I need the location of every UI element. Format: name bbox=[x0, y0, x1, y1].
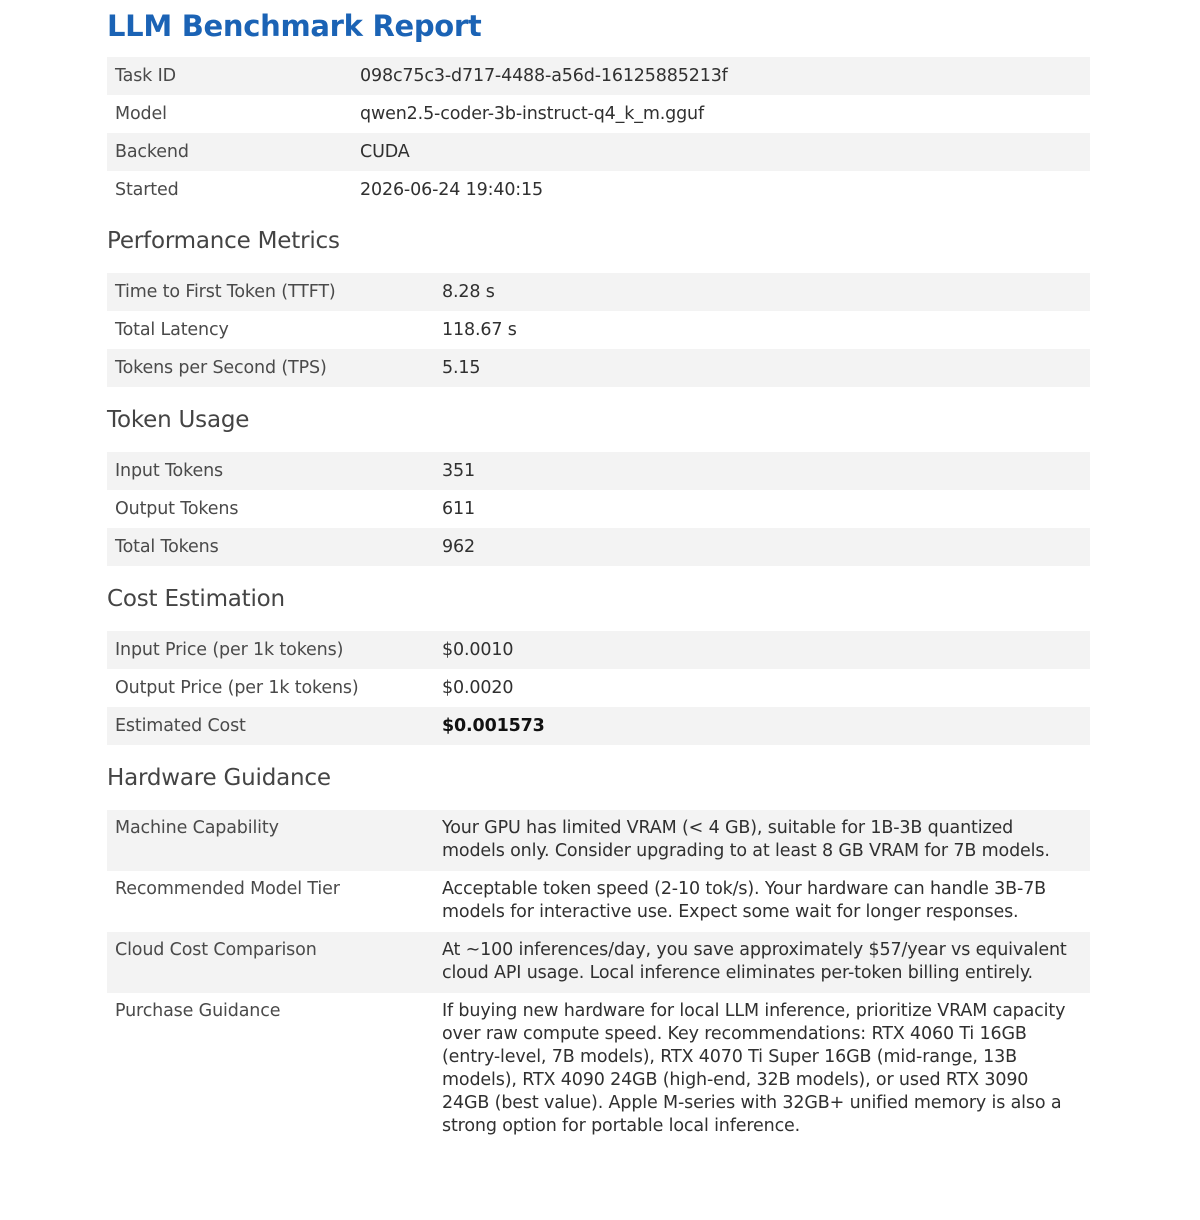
table-row bbox=[107, 669, 1090, 707]
guidance-key: Purchase Guidance bbox=[115, 1001, 281, 1021]
metric-key: Output Price (per 1k tokens) bbox=[115, 677, 359, 698]
metric-value: 118.67 s bbox=[442, 319, 517, 340]
meta-table bbox=[107, 57, 1090, 209]
metric-key: Total Tokens bbox=[107, 528, 434, 566]
meta-key: Backend bbox=[107, 133, 352, 171]
section-title-token-usage: Token Usage bbox=[107, 407, 250, 433]
table-row bbox=[107, 452, 1090, 490]
metric-value: 351 bbox=[434, 452, 1090, 490]
hardware-guidance-table bbox=[107, 810, 1090, 1146]
meta-row-backend bbox=[107, 133, 1090, 171]
meta-value: 098c75c3-d717-4488-a56d-16125885213f bbox=[352, 57, 1090, 95]
metric-key: Tokens per Second (TPS) bbox=[107, 349, 434, 387]
metric-key: Estimated Cost bbox=[107, 707, 434, 745]
meta-key: Started bbox=[115, 179, 179, 200]
report-title: LLM Benchmark Report bbox=[107, 9, 482, 43]
performance-table bbox=[107, 273, 1090, 387]
table-row bbox=[107, 490, 1090, 528]
meta-row-task-id bbox=[107, 57, 1090, 95]
section-title-hardware: Hardware Guidance bbox=[107, 765, 331, 791]
metric-value: $0.0020 bbox=[442, 677, 514, 698]
guidance-key: Machine Capability bbox=[107, 810, 434, 871]
table-row bbox=[107, 311, 1090, 349]
meta-row-model bbox=[107, 95, 1090, 133]
meta-row-started bbox=[107, 171, 1090, 209]
meta-value: 2026-06-24 19:40:15 bbox=[360, 179, 544, 200]
report-page bbox=[107, 0, 1090, 1146]
guidance-value: Your GPU has limited VRAM (< 4 GB), suitable for 1B-3B quantized models only. Consider upgrading to at least 8 GB VRAM for 7B models. bbox=[434, 810, 1090, 871]
meta-key: Task ID bbox=[107, 57, 352, 95]
guidance-key: Cloud Cost Comparison bbox=[107, 932, 434, 993]
cost-table bbox=[107, 631, 1090, 745]
estimated-cost-value: $0.001573 bbox=[434, 707, 1090, 745]
section-title-performance: Performance Metrics bbox=[107, 228, 340, 254]
meta-value: qwen2.5-coder-3b-instruct-q4_k_m.gguf bbox=[360, 103, 704, 124]
guidance-value: Acceptable token speed (2-10 tok/s). Your hardware can handle 3B-7B models for interactive use. Expect some wait for longer responses. bbox=[442, 879, 1047, 922]
table-row bbox=[107, 631, 1090, 669]
table-row bbox=[107, 707, 1090, 745]
metric-key: Output Tokens bbox=[115, 498, 239, 519]
metric-value: 8.28 s bbox=[434, 273, 1090, 311]
guidance-value: If buying new hardware for local LLM inference, prioritize VRAM capacity over raw compute speed. Key recommendations: RTX 4060 Ti 16GB (entry-level, 7B models), RTX 4070 Ti Super 16GB (mid-range, 13B models), RTX 4090 24GB (high-end, 32B models), or used RTX 3090 24GB (best value). Apple M-series with 32GB+ unified memory is also a strong option for portable local inference. bbox=[442, 1001, 1066, 1136]
metric-key: Input Tokens bbox=[107, 452, 434, 490]
metric-value: $0.0010 bbox=[434, 631, 1090, 669]
metric-value: 962 bbox=[434, 528, 1090, 566]
table-row bbox=[107, 349, 1090, 387]
metric-key: Time to First Token (TTFT) bbox=[107, 273, 434, 311]
table-row bbox=[107, 528, 1090, 566]
table-row bbox=[107, 273, 1090, 311]
table-row bbox=[107, 993, 1090, 1146]
guidance-key: Recommended Model Tier bbox=[115, 879, 340, 899]
metric-key: Input Price (per 1k tokens) bbox=[107, 631, 434, 669]
meta-key: Model bbox=[115, 103, 167, 124]
metric-key: Total Latency bbox=[115, 319, 229, 340]
table-row bbox=[107, 871, 1090, 932]
section-title-cost: Cost Estimation bbox=[107, 586, 285, 612]
meta-value: CUDA bbox=[352, 133, 1090, 171]
metric-value: 5.15 bbox=[434, 349, 1090, 387]
table-row bbox=[107, 810, 1090, 871]
table-row bbox=[107, 932, 1090, 993]
metric-value: 611 bbox=[442, 498, 475, 519]
guidance-value: At ~100 inferences/day, you save approximately $57/year vs equivalent cloud API usage. Local inference eliminates per-token billing entirely. bbox=[434, 932, 1090, 993]
token-usage-table bbox=[107, 452, 1090, 566]
